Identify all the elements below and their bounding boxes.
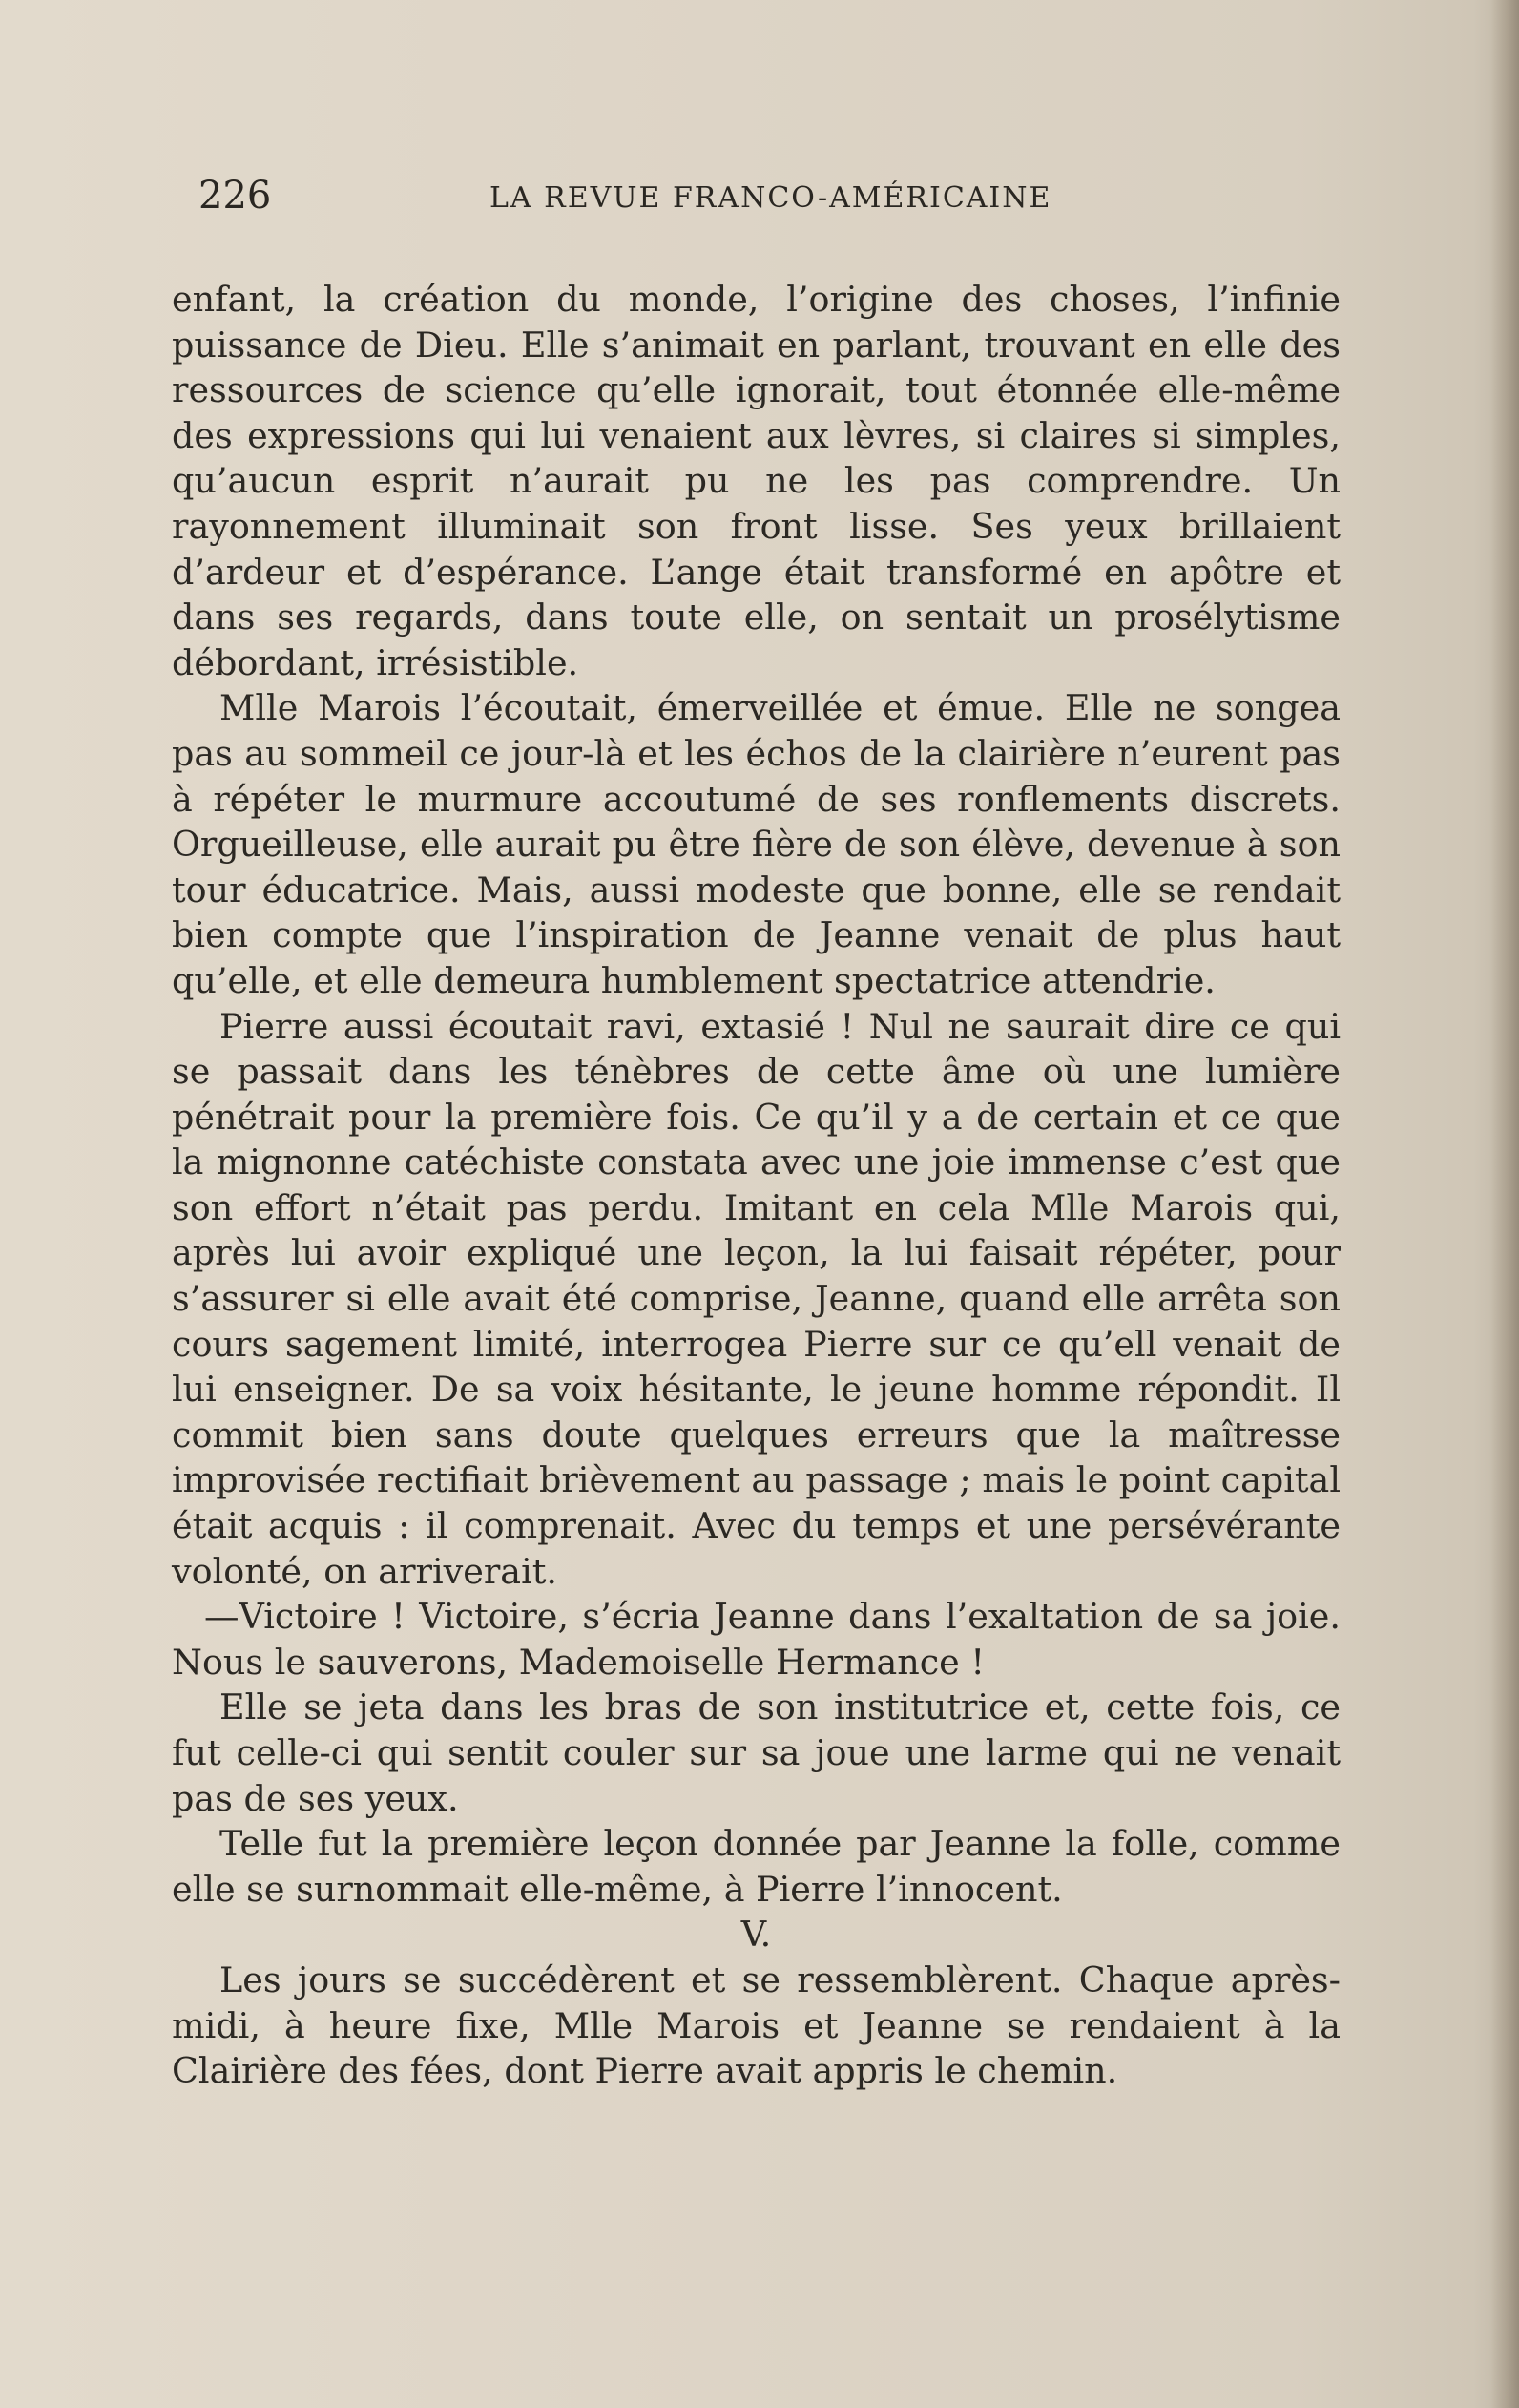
paragraph: Les jours se succédèrent et se ressemblèrent. Chaque après-midi, à heure fixe, Mlle Marois et Jeanne se rendaient à la Clairière des fées, dont Pierre avait appris le chemin. xyxy=(172,1958,1341,2092)
page-number: 226 xyxy=(198,174,272,218)
paragraph: enfant, la création du monde, l’origine des choses, l’infinie puissance de Dieu. Elle s’animait en parlant, trouvant en elle des ressources de science qu’elle ignorait, tout étonnée elle-même des expressions qui lui venaient aux lèvres, si claires si simples, qu’aucun esprit n’aurait pu ne les pas comprendre. Un rayonnement illuminait son front lisse. Ses yeux brillaient d’ardeur et d’espérance. L’ange était transformé en apôtre et dans ses regards, dans toute elle, on sentait un prosélytisme débordant, irrésistible. xyxy=(172,279,1341,683)
page-gutter-shadow xyxy=(1490,0,1519,2408)
paragraph: Mlle Marois l’écoutait, émerveillée et émue. Elle ne songea pas au sommeil ce jour-là et les échos de la clairière n’eurent pas à répéter le murmure accoutumé de ses ronflements discrets. Orgueilleuse, elle aurait pu être fière de son élève, devenue à son tour éducatrice. Mais, aussi modeste que bonne, elle se rendait bien compte que l’inspiration de Jeanne venait de plus haut qu’elle, et elle demeura humblement spectatrice attendrie. xyxy=(172,687,1341,1001)
paragraph: Pierre aussi écoutait ravi, extasié ! Nul ne saurait dire ce qui se passait dans les ténèbres de cette âme où une lumière pénétrait pour la première fois. Ce qu’il y a de certain et ce que la mignonne catéchiste constata avec une joie immense c’est que son effort n’était pas perdu. Imitant en cela Mlle Marois qui, après lui avoir expliqué une leçon, la lui faisait répéter, pour s’assurer si elle avait été comprise, Jeanne, quand elle arrêta son cours sagement limité, interrogea Pierre sur ce qu’ell venait de lui enseigner. De sa voix hésitante, le jeune homme répondit. Il commit bien sans doute quelques erreurs que la maîtresse improvisée rectifiait brièvement au passage ; mais le point capital était acquis : il comprenait. Avec du temps et une persévérante volonté, on arriverait. xyxy=(172,1005,1341,1592)
running-title: LA REVUE FRANCO-AMÉRICAINE xyxy=(489,181,1052,215)
paragraph: Elle se jeta dans les bras de son institutrice et, cette fois, ce fut celle-ci qui sentit couler sur sa joue une larme qui ne venait pas de ses yeux. xyxy=(172,1686,1341,1819)
paragraph: Telle fut la première leçon donnée par Jeanne la folle, comme elle se surnommait elle-même, à Pierre l’innocent. xyxy=(172,1823,1341,1910)
page-header xyxy=(198,174,1334,231)
section-heading: V. xyxy=(740,1914,772,1956)
body-text xyxy=(172,277,1341,2094)
paragraph-dialogue: —Victoire ! Victoire, s’écria Jeanne dans l’exaltation de sa joie. Nous le sauverons, Mademoiselle Hermance ! xyxy=(172,1596,1341,1683)
